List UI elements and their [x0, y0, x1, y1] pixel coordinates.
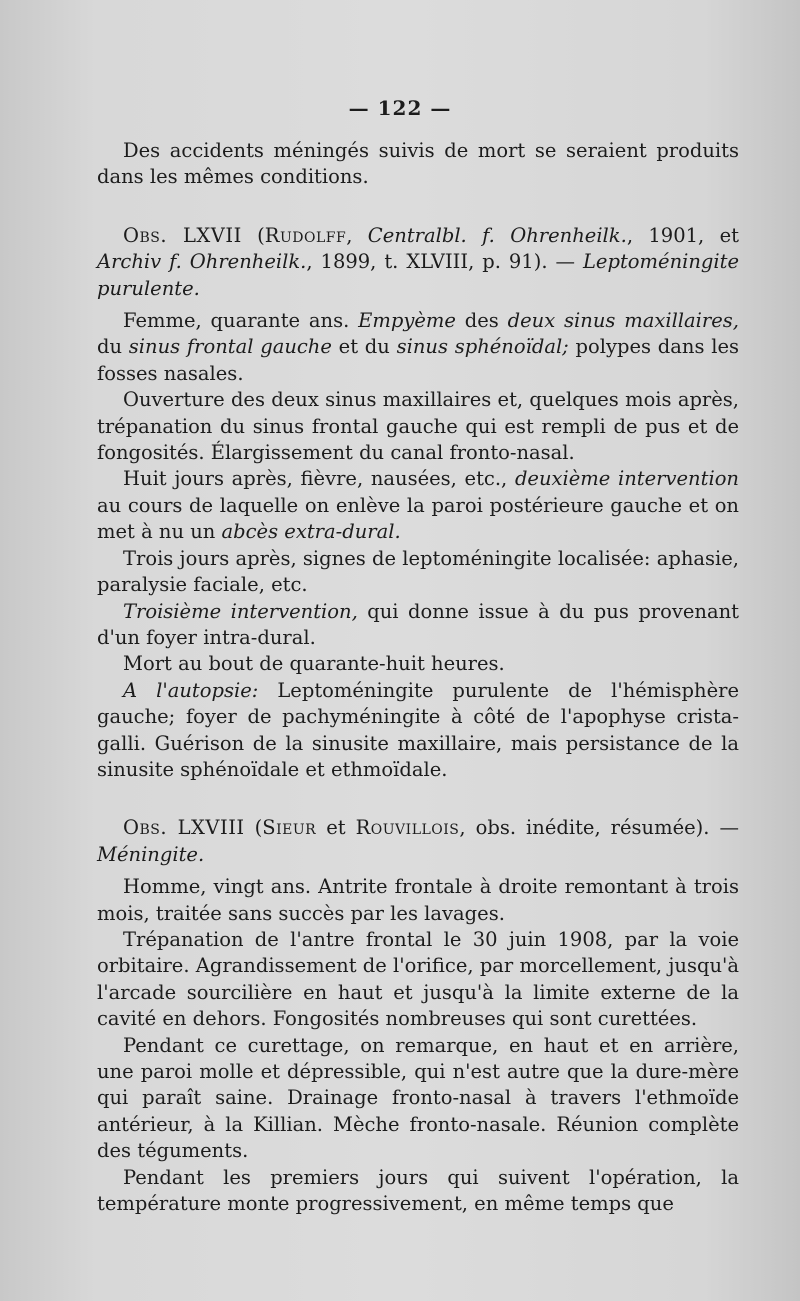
obs-67-paragraph-7 — [97, 678, 739, 784]
obs-67-p3-a: Huit jours après, fièvre, nausées, etc., — [123, 467, 515, 491]
obs-68-paragraph-4: Pendant les premiers jours qui suivent l'opération, la température monte progressivement, en même temps que — [97, 1165, 739, 1216]
obs-67-paragraph-3 — [97, 466, 739, 545]
obs-67-mid: , 1901, et — [626, 223, 739, 247]
obs-68-author-2: Rouvillois — [355, 816, 460, 840]
obs-68-paragraph-3: Pendant ce curettage, on remarque, en haut et en arrière, une paroi molle et dépressible, qui n'est autre que la dure-mère qui paraît saine. Drainage fronto-nasal à travers l'ethmoïde antérieur, à la Killian. Mèche fronto-nasale. Réunion complète des téguments. — [97, 1033, 739, 1163]
obs-67-paragraph-1 — [97, 308, 739, 387]
obs-68-reference: , obs. inédite, résumée). — — [459, 816, 739, 840]
obs-67-p1-g: et du — [331, 335, 397, 359]
obs-67-p1-h: sinus sphénoïdal; — [396, 335, 569, 359]
page-body — [97, 138, 739, 1217]
obs-67-p5-a: Troisième intervention, — [123, 599, 358, 623]
obs-67-journal-1: Centralbl. f. Ohrenheilk. — [367, 223, 627, 247]
obs-68-diagnosis: Méningite. — [97, 842, 205, 866]
obs-67-p5-b: qui donne issue à du pus provenant d'un foyer intra-dural. — [97, 599, 740, 649]
obs-67-p3-b: deuxième intervention — [514, 467, 739, 491]
obs-67-p1-i: polypes dans les fosses nasales. — [97, 335, 739, 385]
obs-67-p7-a: A l'autopsie: — [123, 678, 259, 702]
obs-67-p3-c: au cours de laquelle on enlève la paroi postérieure gauche et on met à nu un — [97, 493, 739, 544]
obs-67-paragraph-4: Trois jours après, signes de leptoméningite localisée: aphasie, paralysie faciale, etc. — [97, 546, 739, 597]
obs-67-source-open: ( — [241, 223, 265, 247]
obs-67-p1-c: des — [455, 309, 508, 333]
obs-67-p1-a: Femme, quarante ans. — [123, 309, 359, 333]
obs-68-paragraph-2: Trépanation de l'antre frontal le 30 juin 1908, par la voie orbitaire. Agrandissement de l'orifice, par morcellement, jusqu'à l'arcade sourcilière en haut et jusqu'à la limite externe de la cavité en dehors. Fongosités nombreuses qui sont curettées. — [97, 927, 739, 1031]
obs-68-and: et — [316, 816, 356, 840]
obs-67-p1-d: deux sinus maxillaires, — [507, 309, 739, 333]
obs-67-p1-b: Empyème — [358, 309, 456, 333]
obs-67-heading — [97, 223, 739, 302]
obs-67-paragraph-5 — [97, 599, 739, 652]
obs-68-paragraph-1: Homme, vingt ans. Antrite frontale à droite remontant à trois mois, traitée sans succès par les lavages. — [97, 875, 739, 925]
obs-67-journal-2: Archiv f. Ohrenheilk. — [97, 250, 307, 274]
obs-67-p1-f: sinus frontal gauche — [128, 335, 332, 359]
obs-67-label: Obs. LXVII — [123, 223, 242, 247]
obs-68-label: Obs. LXVIII — [123, 816, 245, 840]
obs-68-source-open: ( — [244, 816, 263, 840]
obs-67-reference: , 1899, t. XLVIII, p. 91). — — [306, 250, 583, 274]
obs-68-author-1: Sieur — [262, 816, 317, 840]
obs-67-p1-e: du — [97, 335, 129, 359]
obs-67-p7-b: Leptoméningite purulente de l'hémisphère gauche; foyer de pachyméningite à côté de l'apophyse crista-galli. Guérison de la sinusite maxillaire, mais persistance de la sinusite sphénoïdale et ethmoïdale. — [97, 678, 739, 781]
obs-68-heading — [97, 815, 739, 868]
obs-67-p3-d: abcès extra-dural. — [221, 520, 401, 544]
obs-67-author: Rudolff — [264, 223, 347, 247]
obs-67-paragraph-6: Mort au bout de quarante-huit heures. — [123, 652, 505, 676]
page-number: — 122 — — [348, 96, 452, 120]
obs-67-sep: , — [346, 223, 368, 247]
intro-paragraph: Des accidents méningés suivis de mort se seraient produits dans les mêmes conditions. — [97, 139, 739, 189]
obs-67-paragraph-2: Ouverture des deux sinus maxillaires et, quelques mois après, trépanation du sinus frontal gauche qui est rempli de pus et de fongosités. Élargissement du canal fronto-nasal. — [97, 388, 739, 465]
obs-67-diagnosis: Leptoméningite purulente. — [97, 250, 740, 300]
